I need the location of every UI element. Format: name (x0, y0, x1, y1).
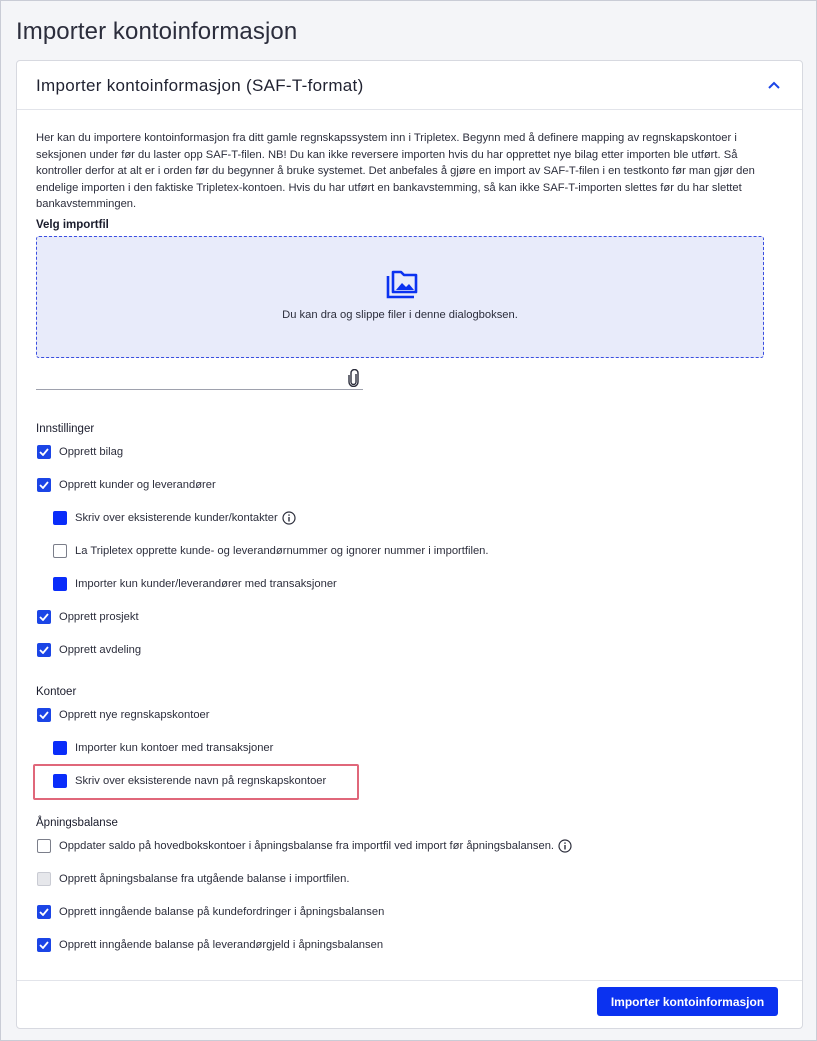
option-oppdater-saldo[interactable] (37, 837, 572, 855)
option-label: Oppdater saldo på hovedbokskontoer i åpningsbalanse fra importfil ved import før åpningsbalansen. (59, 840, 555, 852)
checkbox-checked[interactable] (37, 643, 51, 657)
info-icon[interactable] (558, 839, 572, 853)
checkbox-unchecked[interactable] (37, 839, 51, 853)
option-skriv-over-kunder[interactable] (53, 509, 296, 527)
paperclip-icon[interactable] (347, 369, 361, 387)
checkbox-unchecked[interactable] (53, 544, 67, 558)
import-card (16, 60, 803, 1029)
checkbox-checked[interactable] (37, 478, 51, 492)
folder-images-icon (384, 270, 418, 300)
option-la-tripletex[interactable] (53, 542, 489, 560)
card-title: Importer kontoinformasjon (SAF-T-format) (36, 76, 364, 95)
import-file-label: Velg importfil (36, 219, 109, 231)
option-importer-kun-kontoer[interactable] (53, 739, 273, 757)
info-icon[interactable] (282, 511, 296, 525)
checkbox-checked[interactable] (37, 938, 51, 952)
option-opprett-prosjekt[interactable] (37, 608, 139, 626)
option-opprett-avdeling[interactable] (37, 641, 141, 659)
option-kundefordringer[interactable] (37, 903, 384, 921)
option-label: La Tripletex opprette kunde- og leverandørnummer og ignorer nummer i importfilen. (75, 545, 489, 557)
option-opprett-fra-utgaende[interactable] (37, 870, 349, 888)
option-opprett-kunder[interactable] (37, 476, 216, 494)
option-label: Opprett kunder og leverandører (59, 479, 216, 491)
option-skriv-over-navn[interactable] (53, 772, 326, 790)
file-dropzone[interactable] (36, 236, 764, 358)
option-label: Opprett nye regnskapskontoer (59, 709, 210, 721)
option-opprett-nye-kontoer[interactable] (37, 706, 210, 724)
chevron-up-icon[interactable] (764, 75, 784, 95)
option-importer-kun-kunder[interactable] (53, 575, 337, 593)
option-label: Importer kun kunder/leverandører med transaksjoner (75, 578, 337, 590)
option-label: Skriv over eksisterende navn på regnskapskontoer (75, 775, 327, 787)
checkbox-filled[interactable] (53, 774, 67, 788)
accounts-heading: Kontoer (36, 686, 77, 698)
checkbox-disabled (37, 872, 51, 886)
option-label: Opprett inngående balanse på kundefordringer i åpningsbalansen (59, 906, 385, 918)
option-leverandorgjeld[interactable] (37, 936, 383, 954)
option-label: Importer kun kontoer med transaksjoner (75, 742, 274, 754)
option-label: Skriv over eksisterende kunder/kontakter (75, 512, 278, 524)
option-label: Opprett bilag (59, 446, 124, 458)
checkbox-checked[interactable] (37, 445, 51, 459)
import-button[interactable]: Importer kontoinformasjon (597, 987, 778, 1016)
option-label: Opprett prosjekt (59, 611, 139, 623)
file-input[interactable] (36, 367, 363, 390)
dropzone-text: Du kan dra og slippe filer i denne dialogboksen. (282, 309, 518, 321)
footer-divider (17, 980, 802, 981)
option-label: Opprett inngående balanse på leverandørgjeld i åpningsbalansen (59, 939, 384, 951)
page-title: Importer kontoinformasjon (16, 18, 298, 45)
checkbox-checked[interactable] (37, 610, 51, 624)
settings-heading: Innstillinger (36, 423, 95, 435)
option-label: Opprett avdeling (59, 644, 142, 656)
opening-balance-heading: Åpningsbalanse (36, 817, 118, 829)
checkbox-checked[interactable] (37, 708, 51, 722)
card-header (17, 61, 802, 110)
option-opprett-bilag[interactable] (37, 443, 123, 461)
checkbox-filled[interactable] (53, 741, 67, 755)
checkbox-filled[interactable] (53, 511, 67, 525)
checkbox-checked[interactable] (37, 905, 51, 919)
checkbox-filled[interactable] (53, 577, 67, 591)
intro-text: Her kan du importere kontoinformasjon fra ditt gamle regnskapssystem inn i Tripletex. Begynn med å definere mapping av regnskapskontoer i seksjonen under før du laster opp SAF-T-filen. NB! Du kan ikke reversere importen hvis du har opprettet nye bilag etter importen ble utført. Så kontroller derfor at alt er i orden før du begynner å bruke systemet. Det anbefales å gjøre en import av SAF-T-filen i en testkonto før man gjør den endelige importen i den faktiske Tripletex-kontoen. Hvis du har utført en bankavstemming, så kan ikke SAF-T-importen slettes før du har slettet bankavstemmingen. (36, 132, 755, 210)
option-label: Opprett åpningsbalanse fra utgående balanse i importfilen. (59, 873, 350, 885)
